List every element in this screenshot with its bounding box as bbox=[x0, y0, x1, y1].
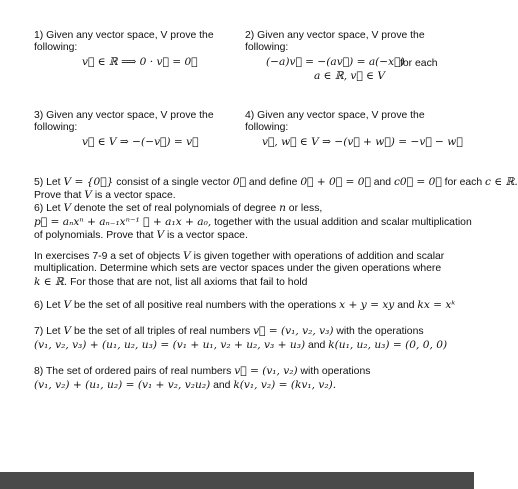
problem-7-line-2: (v₁, v₂, v₃) + (u₁, u₂, u₃) = (v₁ + u₁, v₂ + u₂, v₃ + u₃) and k(u₁, u₂, u₃) = (0, 0, 0) bbox=[34, 339, 448, 351]
problem-2-line-1: 2) Given any vector space, V prove the bbox=[245, 30, 425, 41]
problem-5-line-2: Prove that V is a vector space. bbox=[34, 189, 176, 201]
intro-line-2: multiplication. Determine which sets are vector spaces under the given operations where bbox=[34, 263, 442, 274]
problem-1-line-1: 1) Given any vector space, V prove the bbox=[34, 30, 214, 41]
problem-2-formula-1: (−a)v⃗ = −(av⃗) = a(−x⃗) bbox=[266, 56, 405, 68]
problem-1-line-2: following: bbox=[34, 42, 78, 53]
intro-line-1: In exercises 7-9 a set of objects V is given together with operations of addition and scalar bbox=[34, 250, 445, 262]
problem-5-line-1: 5) Let V = {0⃗} consist of a single vector 0⃗ and define 0⃗ + 0⃗ = 0⃗ and c0⃗ = 0⃗ for each c ∈ ℝ. bbox=[34, 176, 518, 188]
problem-4-formula: v⃗, w⃗ ∈ V ⇒ −(v⃗ + w⃗) = −v⃗ − w⃗ bbox=[262, 136, 463, 148]
problem-1-formula: v⃗ ∈ ℝ ⟹ 0 · v⃗ = 0⃗ bbox=[82, 56, 198, 68]
problem-6-line-1: 6) Let V denote the set of real polynomials of degree n or less, bbox=[34, 202, 323, 214]
bottom-bar bbox=[0, 472, 474, 489]
problem-7-line-1: 7) Let V be the set of all triples of real numbers v⃗ = (v₁, v₂, v₃) with the operations bbox=[34, 325, 424, 337]
intro-line-3: k ∈ ℝ. For those that are not, list all axioms that fail to hold bbox=[34, 276, 308, 288]
problem-2-formula-2: a ∈ ℝ, v⃗ ∈ V bbox=[314, 70, 386, 82]
problem-4-line-2: following: bbox=[245, 122, 289, 133]
problem-2-formula-suffix: for each bbox=[400, 58, 438, 69]
problem-3-line-2: following: bbox=[34, 122, 78, 133]
problem-4-line-1: 4) Given any vector space, V prove the bbox=[245, 110, 425, 121]
problem-3-formula: v⃗ ∈ V ⇒ −(−v⃗) = v⃗ bbox=[82, 136, 199, 148]
problem-2-line-2: following: bbox=[245, 42, 289, 53]
problem-3-line-1: 3) Given any vector space, V prove the bbox=[34, 110, 214, 121]
problem-6b-line: 6) Let V be the set of all positive real numbers with the operations x + y = xy and kx = xᵏ bbox=[34, 299, 456, 311]
problem-6-line-2: p⃗ = aₙxⁿ + aₙ₋₁xⁿ⁻¹ ⋯ + a₁x + a₀, together with the usual addition and scalar multiplication bbox=[34, 216, 472, 228]
problem-8-line-2: (v₁, v₂) + (u₁, u₂) = (v₁ + v₂, v₂u₂) and k(v₁, v₂) = (kv₁, v₂). bbox=[34, 379, 337, 391]
problem-6-line-3: of polynomials. Prove that V is a vector space. bbox=[34, 229, 248, 241]
problem-8-line-1: 8) The set of ordered pairs of real numbers v⃗ = (v₁, v₂) with operations bbox=[34, 365, 371, 377]
